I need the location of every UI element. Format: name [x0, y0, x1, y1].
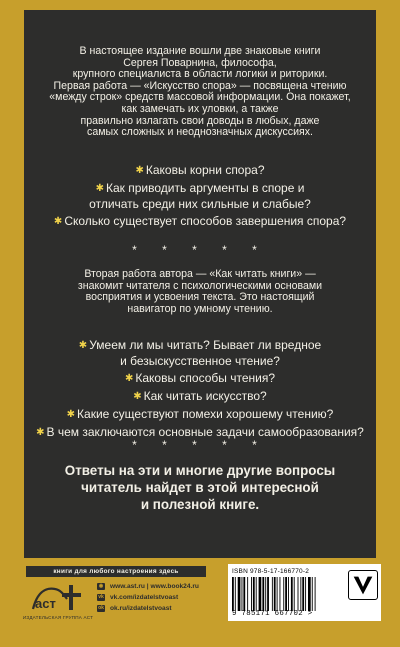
ast-logo-icon	[31, 583, 85, 613]
intro-line: крупного специалиста в области логики и риторики.	[72, 68, 328, 81]
intro2-line: знакомит читателя с психологическими основами	[77, 279, 323, 292]
question-item	[34, 389, 366, 405]
barcode-bar	[280, 577, 281, 611]
barcode-bar	[267, 577, 269, 611]
isbn-barcode-box	[228, 564, 381, 621]
barcode-bar	[288, 577, 289, 611]
logo-text: аст	[35, 596, 56, 611]
barcode-bar	[312, 577, 313, 611]
tagline-banner: книги для любого настроения здесь	[26, 566, 206, 577]
question-text: Сколько существует способов завершения спора?	[64, 214, 347, 228]
publisher-links	[97, 581, 217, 614]
intro-line: «между строк» средств массовой информации. Она покажет,	[49, 91, 351, 104]
intro-line: как замечать их уловки, а также	[121, 102, 279, 115]
ok-link[interactable]	[97, 603, 217, 614]
question-item	[34, 214, 366, 230]
barcode-bar	[298, 577, 299, 611]
link-text: vk.com/izdatelstvoast	[110, 594, 179, 601]
barcode-bar	[247, 577, 248, 611]
intro-paragraph	[40, 46, 360, 139]
question-item	[34, 338, 366, 369]
question-item	[34, 407, 366, 423]
barcode-bar	[235, 577, 236, 611]
intro2-line: Вторая работа автора — «Как читать книги» —	[84, 268, 316, 280]
barcode-bar	[291, 577, 293, 611]
publisher-name: ИЗДАТЕЛЬСКАЯ ГРУППА АСТ	[22, 615, 94, 620]
outro-line: и полезной книге.	[140, 497, 260, 512]
question-item	[34, 371, 366, 387]
question-text: Как приводить аргументы в споре и отличать среди них сильные и слабые?	[89, 181, 311, 211]
question-text: Как читать искусство?	[143, 389, 267, 403]
question-text: В чем заключаются основные задачи самообразования?	[46, 425, 364, 439]
question-text: Умеем ли мы читать? Бывает ли вредное и безыскусственное чтение?	[89, 338, 322, 368]
vk-link[interactable]	[97, 592, 217, 603]
closing-statement	[40, 462, 360, 513]
intro-line: самых сложных и неоднозначных дискуссиях.	[87, 126, 313, 139]
barcode-bar	[238, 577, 241, 611]
star-bullet-icon: ✱	[36, 427, 45, 438]
barcode-bar	[300, 577, 301, 611]
divider-stars: * * * * *	[132, 243, 268, 257]
intro-line: Сергея Поварнина, философа,	[123, 56, 277, 69]
star-bullet-icon: ✱	[124, 373, 134, 384]
age-rating-badge-icon	[348, 570, 378, 600]
barcode-bar	[256, 577, 257, 611]
barcode-bar	[242, 577, 243, 611]
vk-icon: vk	[98, 594, 104, 600]
outro-line: Ответы на эти и многие другие вопросы	[64, 463, 336, 478]
barcode-icon	[232, 577, 340, 611]
second-work-paragraph	[46, 269, 354, 315]
link-text: www.ast.ru | www.book24.ru	[110, 583, 199, 590]
question-text: Каковы корни спора?	[145, 163, 265, 177]
barcode-bar	[305, 577, 306, 611]
barcode-bar	[259, 577, 262, 611]
star-bullet-icon: ✱	[133, 391, 142, 402]
isbn-label: ISBN 978-5-17-166770-2	[232, 568, 310, 575]
question-item	[34, 181, 366, 212]
intro-line: правильно излагать свои доводы в любых, даже	[80, 114, 320, 127]
star-bullet-icon: ✱	[135, 165, 144, 176]
barcode-number: 9 785171 667702 >	[232, 610, 313, 618]
barcode-bar	[265, 577, 266, 611]
question-item	[34, 163, 366, 179]
question-text: Каковы способы чтения?	[135, 371, 276, 385]
barcode-bar	[294, 577, 295, 611]
barcode-bar	[308, 577, 311, 611]
star-bullet-icon: ✱	[95, 183, 104, 194]
barcode-bar	[232, 577, 234, 611]
barcode-bar	[315, 577, 316, 611]
barcode-bar	[272, 577, 273, 611]
barcode-bar	[283, 577, 284, 611]
questions-list-1	[34, 163, 366, 232]
barcode-bar	[253, 577, 255, 611]
barcode-bar	[274, 577, 276, 611]
intro-line: В настоящее издание вошли две знаковые книги	[79, 45, 321, 57]
star-bullet-icon: ✱	[78, 340, 88, 351]
intro-line: Первая работа — «Искусство спора» — посвящена чтению	[53, 79, 347, 92]
barcode-bar	[277, 577, 278, 611]
ok-icon: ok	[98, 605, 104, 611]
star-bullet-icon: ✱	[66, 409, 76, 420]
barcode-bar	[302, 577, 304, 611]
intro2-line: восприятия и усвоения текста. Это настоящий	[85, 291, 315, 304]
intro2-line: навигатор по умному чтению.	[127, 302, 273, 315]
barcode-bar	[285, 577, 287, 611]
barcode-bar	[243, 577, 245, 611]
divider-stars: * * * * *	[132, 438, 268, 452]
question-text: Какие существуют помехи хорошему чтению?	[77, 407, 334, 421]
barcode-bar	[262, 577, 264, 611]
questions-list-2	[34, 338, 366, 443]
star-bullet-icon: ✱	[53, 216, 63, 227]
website-link[interactable]	[97, 581, 217, 592]
globe-icon: ◉	[98, 583, 104, 589]
link-text: ok.ru/izdatelstvoast	[110, 605, 172, 612]
outro-line: читатель найдет в этой интересной	[81, 480, 319, 495]
barcode-bar	[251, 577, 252, 611]
